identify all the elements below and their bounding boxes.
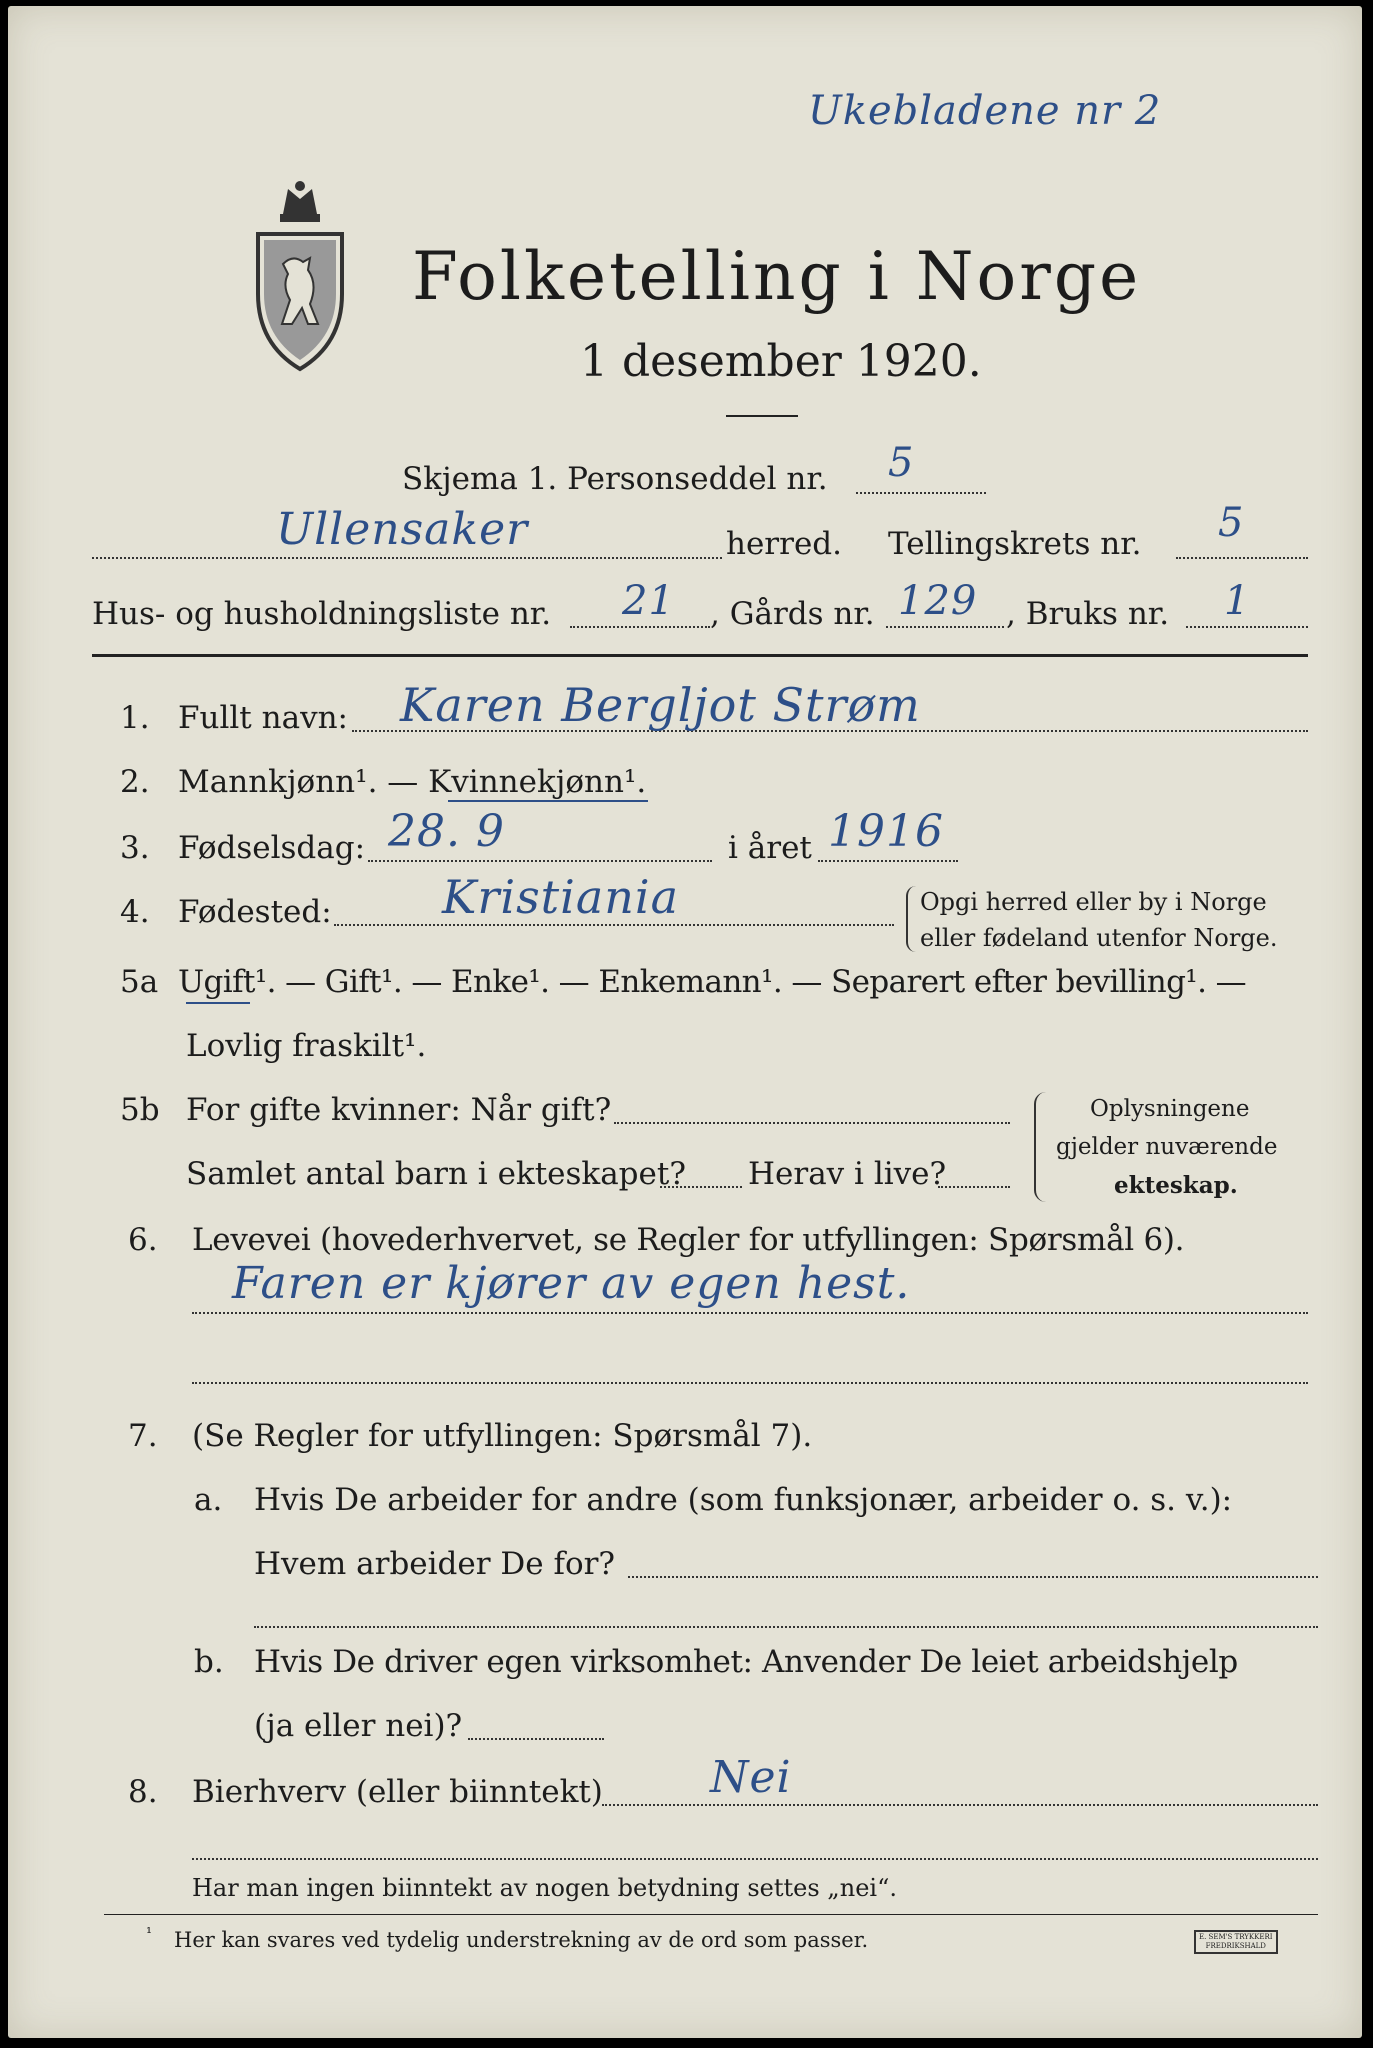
q5b-note-line3: ekteskap.	[1114, 1172, 1238, 1199]
bruks-nr: 1	[1224, 578, 1251, 624]
gards-nr: 129	[898, 578, 978, 624]
q5a-marital-options: Ugift¹. — Gift¹. — Enke¹. — Enkemann¹. — Separert efter bevilling¹. —	[178, 964, 1247, 1000]
q3-number: 3.	[120, 830, 150, 866]
gards-label: , Gårds nr.	[710, 596, 875, 632]
footer-divider	[104, 1914, 1318, 1915]
q6-number: 6.	[128, 1222, 158, 1258]
q7-number: 7.	[128, 1418, 158, 1454]
herred-value: Ullensaker	[276, 504, 529, 555]
form-title: Folketelling i Norge	[412, 238, 1142, 315]
footnote: Her kan svares ved tydelig understrekning av de ord som passer.	[174, 1928, 869, 1952]
q7b-answer-field	[468, 1738, 604, 1740]
q3-birth-date: 28. 9	[388, 806, 505, 857]
q8-secondary-income: Nei	[710, 1752, 792, 1803]
q1-number: 1.	[120, 700, 150, 736]
q7b-answer-label: (ja eller nei)?	[254, 1708, 463, 1744]
q8-field-line-2	[192, 1858, 1318, 1860]
husliste-field-line	[570, 626, 710, 628]
q3-year-field-line	[818, 860, 958, 862]
personseddel-nr: 5	[888, 440, 915, 486]
q2-label: Mannkjønn¹. — Kvinnekjønn¹.	[178, 764, 647, 800]
q6-field-line-2	[192, 1382, 1308, 1384]
printer-stamp-line2: FREDRIKSHALD	[1205, 1942, 1266, 1950]
q5b-note-line2: gjelder nuværende	[1056, 1134, 1278, 1160]
q1-full-name: Karen Bergljot Strøm	[400, 678, 921, 732]
q5b-married-when-field	[614, 1122, 1010, 1124]
tellingskrets-field-line	[1176, 557, 1308, 559]
gards-field-line	[886, 626, 1004, 628]
census-form-sheet	[8, 6, 1362, 2038]
herred-label: herred.	[726, 526, 842, 562]
handwritten-note: Ukebladene nr 2	[808, 88, 1162, 134]
q5b-number: 5b	[120, 1092, 160, 1128]
q5b-note-line1: Oplysningene	[1090, 1096, 1250, 1122]
tellingskrets-label: Tellingskrets nr.	[888, 526, 1142, 562]
q7a-label: Hvis De arbeider for andre (som funksjonær, arbeider o. s. v.):	[254, 1482, 1233, 1518]
q4-birthplace: Kristiania	[442, 870, 680, 924]
skjema-label: Skjema 1. Personseddel nr.	[402, 461, 828, 497]
q6-occupation: Faren er kjører av egen hest.	[232, 1258, 911, 1309]
printer-stamp	[1194, 1930, 1278, 1954]
ugift-underline	[186, 1002, 250, 1004]
kvinnekjonn-underline	[448, 800, 648, 802]
q3-label: Fødselsdag:	[178, 830, 366, 866]
q3-birth-year: 1916	[828, 806, 944, 857]
q6-field-line-1	[192, 1312, 1308, 1314]
q4-number: 4.	[120, 894, 150, 930]
q7a-letter: a.	[194, 1482, 223, 1518]
q5b-alive-label: Herav i live?	[748, 1156, 947, 1192]
census-date: 1 desember 1920.	[580, 336, 982, 387]
q4-label: Fødested:	[178, 894, 332, 930]
bruks-label: , Bruks nr.	[1006, 596, 1170, 632]
q3-year-label: i året	[728, 830, 812, 866]
q5b-note-brace	[1034, 1092, 1046, 1202]
q7-label: (Se Regler for utfyllingen: Spørsmål 7).	[192, 1418, 813, 1454]
q5b-alive-field	[938, 1186, 1010, 1188]
q5b-children-label: Samlet antal barn i ekteskapet?	[186, 1156, 686, 1192]
title-divider	[726, 415, 798, 417]
q4-note-line1: Opgi herred eller by i Norge	[920, 888, 1267, 916]
q4-note-brace	[906, 886, 916, 952]
q4-field-line	[334, 924, 894, 926]
q5a-marital-options-2: Lovlig fraskilt¹.	[186, 1028, 427, 1064]
footnote-mark: ¹	[146, 1924, 153, 1942]
tellingskrets-nr: 5	[1218, 500, 1245, 546]
q3-date-field-line	[368, 860, 712, 862]
q1-label: Fullt navn:	[178, 700, 348, 736]
header-divider	[92, 654, 1308, 657]
q5a-number: 5a	[120, 964, 159, 1000]
q6-label: Levevei (hovederhvervet, se Regler for utfyllingen: Spørsmål 6).	[192, 1222, 1185, 1258]
q8-field-line	[602, 1804, 1318, 1806]
q2-number: 2.	[120, 764, 150, 800]
q5b-children-field	[660, 1186, 742, 1188]
q7b-letter: b.	[194, 1644, 224, 1680]
q8-label: Bierhverv (eller biinntekt)	[192, 1774, 603, 1810]
herred-field-line	[92, 557, 722, 559]
q7b-label: Hvis De driver egen virksomhet: Anvender De leiet arbeidshjelp	[254, 1644, 1238, 1680]
q8-number: 8.	[128, 1774, 158, 1810]
husliste-nr: 21	[622, 578, 675, 624]
personseddel-field-line	[856, 492, 986, 494]
q5b-married-when-label: For gifte kvinner: Når gift?	[186, 1092, 612, 1128]
husliste-label: Hus- og husholdningsliste nr.	[92, 596, 552, 632]
q4-note-line2: eller fødeland utenfor Norge.	[920, 924, 1278, 952]
printer-stamp-line1: E. SEM'S TRYKKERI	[1199, 1933, 1273, 1941]
bruks-field-line	[1186, 626, 1308, 628]
q7a-employer-field-2	[254, 1626, 1318, 1628]
q8-note: Har man ingen biinntekt av nogen betydning settes „nei“.	[192, 1874, 897, 1902]
q7a-employer-label: Hvem arbeider De for?	[254, 1546, 616, 1582]
norway-coat-of-arms-icon	[248, 174, 352, 374]
q7a-employer-field	[628, 1576, 1318, 1578]
